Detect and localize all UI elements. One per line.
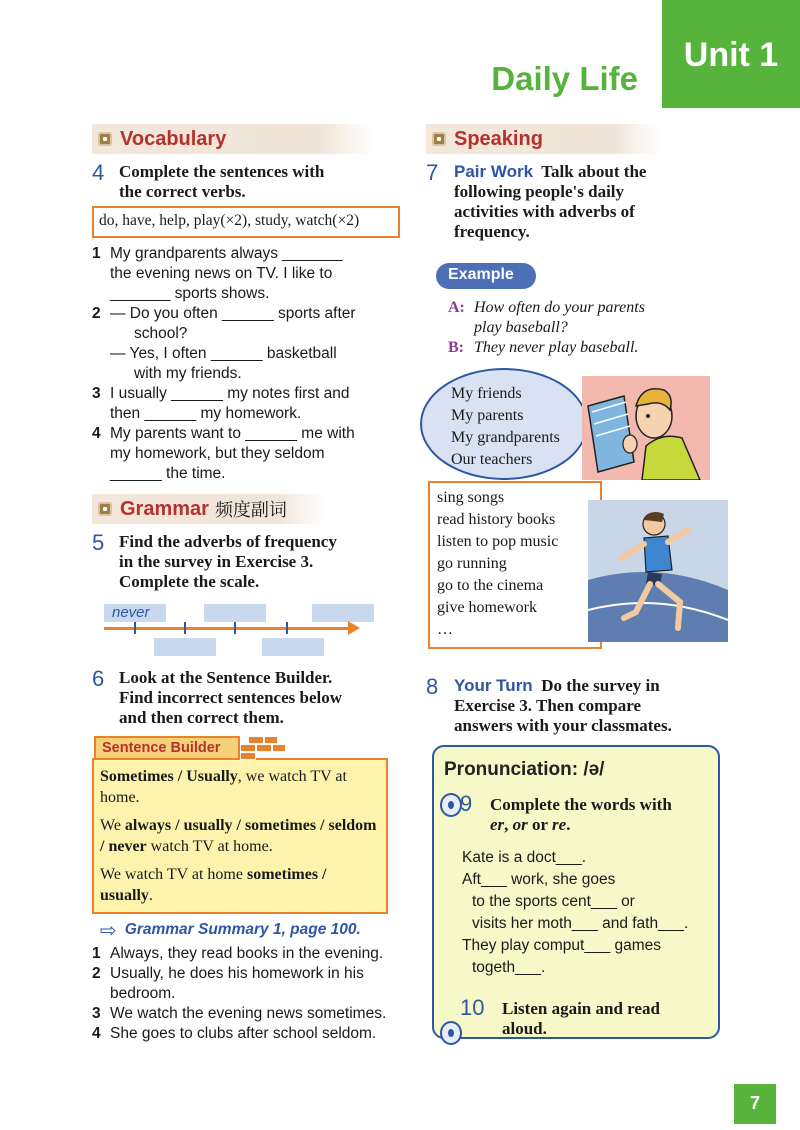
exercise-7-instruction: Pair Work Talk about the following people's daily activities with adverbs of frequency. — [454, 162, 647, 241]
scale-blank[interactable] — [204, 604, 266, 622]
exercise-6-instruction: Look at the Sentence Builder. Find incorrect sentences below and then correct them. — [119, 668, 343, 727]
list-item: 1 My grandparents always _______ the evening news on TV. I like to _______ sports shows. — [92, 245, 343, 302]
scale-blank[interactable] — [312, 604, 374, 622]
exercise-5-number: 5 — [92, 530, 105, 555]
builder-sentence: Sometimes / Usually, we watch TV at home. — [100, 768, 347, 806]
list-item: 2 Usually, he does his homework in his bedroom. — [92, 965, 364, 1002]
grammar-summary-link[interactable]: ⇨ Grammar Summary 1, page 100. — [100, 918, 361, 942]
list-item: My grandparents — [451, 429, 560, 446]
page-number: 7 — [734, 1084, 776, 1124]
vocabulary-header — [92, 124, 374, 154]
exercise-8-instruction: Your Turn Do the survey in Exercise 3. Then compare answers with your classmates. — [454, 676, 672, 735]
your-turn-label: Your Turn — [454, 676, 533, 695]
example-label: Example — [436, 263, 536, 289]
exercise-8-number: 8 — [426, 674, 439, 699]
grammar-title-cn: 频度副词 — [214, 500, 287, 521]
builder-sentence: We watch TV at home sometimes / usually. — [100, 866, 327, 904]
exercise-6-number: 6 — [92, 666, 105, 691]
unit-title: Daily Life — [491, 60, 638, 97]
brick-wall-icon — [240, 736, 290, 760]
list-item: go to the cinema — [437, 577, 544, 594]
list-item: read history books — [437, 511, 556, 528]
exercise-5-instruction: Find the adverbs of frequency in the survey in Exercise 3. Complete the scale. — [119, 532, 337, 591]
exercise-9-number: 9 — [460, 791, 473, 816]
audio-cd-icon[interactable] — [440, 793, 462, 817]
audio-cd-icon[interactable] — [440, 1021, 462, 1045]
vocabulary-items — [92, 244, 392, 484]
section-bullet-icon — [98, 132, 112, 146]
list-item: … — [437, 621, 453, 638]
runner-illustration — [588, 500, 728, 642]
speaking-header — [426, 124, 660, 154]
arrow-right-icon: ⇨ — [100, 918, 117, 942]
list-item: 2 — Do you often ______ sports after school? — Yes, I often ______ basketball with my friends. — [92, 305, 356, 382]
exercise-7-number: 7 — [426, 160, 439, 185]
list-item: 4 My parents want to ______ me with my homework, but they seldom ______ the time. — [92, 425, 355, 482]
list-item: sing songs — [437, 489, 505, 506]
speaking-title: Speaking — [454, 127, 543, 150]
grammar-title: Grammar — [120, 497, 209, 520]
exercise-4-instruction: Complete the sentences with the correct verbs. — [119, 162, 325, 201]
list-item: My parents — [451, 407, 524, 424]
list-item: give homework — [437, 599, 537, 616]
sentence-builder-box — [92, 758, 388, 914]
frequency-scale — [104, 600, 374, 660]
sentence-builder-tag: Sentence Builder — [94, 736, 240, 760]
builder-sentence: We always / usually / sometimes / seldom / never watch TV at home. — [100, 817, 377, 855]
scale-blank[interactable] — [154, 638, 216, 656]
pronunciation-text: Kate is a doct___. Aft___ work, she goes to the sports cent___ or visits her moth___ and fath___. They play comput___ games togeth___. — [462, 849, 689, 976]
list-item: 3 We watch the evening news sometimes. — [92, 1005, 387, 1022]
grammar-header — [92, 494, 324, 524]
exercise-9-instruction: Complete the words with er, or or re. — [490, 795, 672, 834]
exercise-10-instruction: Listen again and read aloud. — [502, 999, 660, 1038]
list-item: listen to pop music — [437, 533, 559, 550]
arrow-right-icon — [348, 621, 360, 635]
list-item: My friends — [451, 385, 522, 402]
pronunciation-title: Pronunciation: /ə/ — [444, 759, 605, 780]
list-item: 1 Always, they read books in the evening. — [92, 945, 384, 962]
list-item: go running — [437, 555, 507, 572]
list-item: 4 She goes to clubs after school seldom. — [92, 1025, 377, 1042]
exercise-4-number: 4 — [92, 160, 105, 185]
scale-blank[interactable] — [262, 638, 324, 656]
grammar-items — [92, 944, 402, 1044]
unit-tab: Unit 1 — [662, 0, 800, 108]
exercise-10-number: 10 — [460, 995, 485, 1020]
pronunciation-box — [432, 745, 720, 1039]
section-bullet-icon — [98, 502, 112, 516]
list-item: 3 I usually ______ my notes first and then ______ my homework. — [92, 385, 350, 422]
activities-box — [428, 481, 602, 649]
scale-arrow-line — [104, 627, 350, 630]
scale-never-label: never — [104, 604, 166, 622]
pair-work-label: Pair Work — [454, 162, 534, 181]
people-list — [451, 383, 560, 471]
word-box: do, have, help, play(×2), study, watch(×2) — [92, 206, 400, 238]
vocabulary-title: Vocabulary — [120, 127, 227, 150]
example-dialog: A: How often do your parents play baseball? B: They never play baseball. — [448, 299, 645, 356]
boy-reading-illustration — [582, 376, 710, 480]
list-item: Our teachers — [451, 451, 533, 468]
section-bullet-icon — [432, 132, 446, 146]
